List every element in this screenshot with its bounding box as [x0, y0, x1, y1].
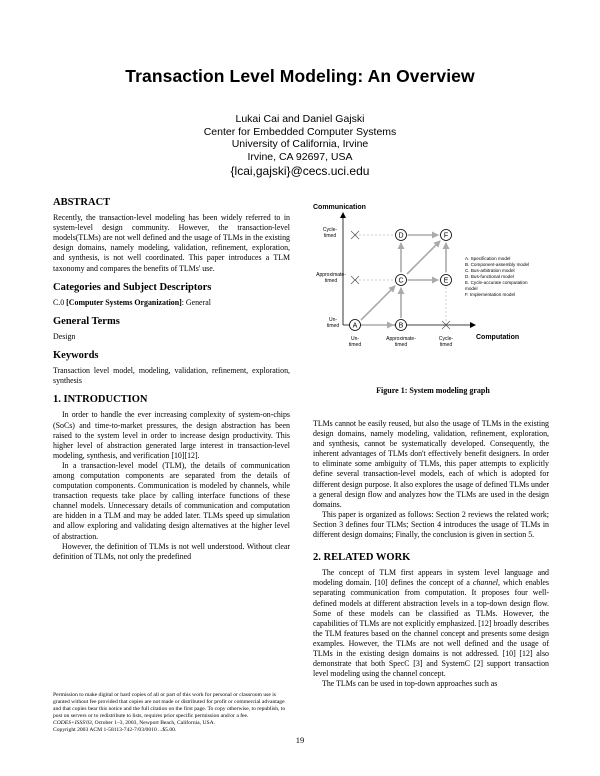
author-email: {lcai,gajski}@cecs.uci.edu — [230, 164, 370, 178]
copyright-line: Copyright 2003 ACM 1-58113-742-7/03/0010 ...$5.00. — [53, 727, 177, 734]
x-tick-approx-line2: timed — [394, 342, 408, 348]
categories-rest: : General — [181, 297, 211, 307]
node-f-label: F — [443, 232, 449, 240]
x-tick-cycle-line2: timed — [439, 342, 453, 348]
paper-title: Transaction Level Modeling: An Overview — [125, 66, 475, 86]
categories-text — [53, 298, 290, 308]
abstract-text: Recently, the transaction-level modeling has been widely referred to in system-level design community. However, the transaction-level models(TLMs) are not well defined and the usage of TLMs in the existing design domains, namely modeling, validation, refinement, exploration, and synthesis, is not well coordinated. This paper introduces a TLM taxonomy and compares the benefits of TLMs' use. — [53, 213, 290, 273]
permission-text: Permission to make digital or hard copies of all or part of this work for personal or classroom use is granted without fee provided that copies are not made or distributed for profit or commercial advantage and that copies bear this notice and the full citation on the first page. To copy otherwise, to republish, to post on servers or to redistribute to lists, requires prior specific permission and/or a fee. — [53, 692, 286, 720]
right-paragraph-2: This paper is organized as follows: Section 2 reviews the related work; Section 3 defines four TLMs; Section 4 introduces the usage of TLMs in different design domains; Finally, the conclusion is given in section 5. — [313, 509, 549, 540]
author-city: Irvine, CA 92697, USA — [247, 150, 353, 163]
permission-notice — [53, 692, 290, 735]
legend-item-b: B. Component-assembly model — [465, 262, 530, 267]
y-tick-cycle-line2: timed — [323, 233, 337, 239]
x-tick-approx-line1: Approximate- — [386, 336, 416, 342]
categories-bracket: [Computer Systems Organization] — [66, 297, 182, 307]
axis-label-computation: Computation — [476, 334, 520, 341]
channel-term: channel — [472, 578, 498, 588]
model-legend — [465, 256, 529, 297]
node-c — [396, 275, 407, 286]
node-e-label: E — [443, 277, 449, 285]
right-column — [313, 419, 549, 689]
node-e — [441, 275, 452, 286]
legend-item-e: E. Cycle-accurate computation — [465, 280, 528, 285]
x-tick-cycle-line1: Cycle- — [438, 336, 454, 342]
node-c-label: C — [398, 277, 404, 285]
categories-code: C.0 — [53, 297, 65, 307]
node-b-label: B — [398, 322, 404, 330]
y-tick-cycle-line1: Cycle- — [322, 227, 338, 233]
author-university: University of California, Irvine — [231, 138, 369, 150]
system-modeling-graph — [313, 200, 553, 375]
venue-details: October 1–3, 2003, Newport Beach, California, USA. — [93, 720, 216, 727]
venue-name: CODES+ISSS'03, — [53, 720, 94, 727]
y-tick-approx-line1: Approximate- — [316, 272, 346, 278]
figure-caption: Figure 1: System modeling graph — [376, 386, 490, 395]
left-column — [53, 198, 290, 562]
related-paragraph-2: The TLMs can be used in top-down approaches such as — [322, 679, 498, 689]
keywords-text: Transaction level model, modeling, validation, refinement, exploration, synthesis — [53, 366, 290, 386]
x-tick-untimed-line2: timed — [348, 342, 362, 348]
general-terms-heading: General Terms — [53, 315, 120, 327]
node-d — [396, 230, 407, 241]
y-tick-approx-line2: timed — [324, 278, 338, 284]
author-affiliation: Center for Embedded Computer Systems — [203, 125, 397, 138]
abstract-heading: ABSTRACT — [53, 197, 111, 208]
page-number: 19 — [295, 735, 305, 745]
introduction-heading: 1. INTRODUCTION — [53, 394, 148, 406]
right-paragraph-1: TLMs cannot be easily reused, but also the usage of TLMs in the existing design domains, namely modeling, validation, refinement, exploration, and synthesis, cannot be systematically developed. Consequently, the inherent advantages of TLMs don't effectively benefit designers. In order to eliminate some ambiguity of TLMs, this paper attempts to explicitly define several transaction-level models, each of which is adopted for different design purpose. It also explores the usage of defined TLMs under a general design flow and analyzes how the TLMs are used in the design domains. — [313, 419, 549, 509]
node-a-label: A — [352, 322, 358, 330]
related-p1-part-a: The concept of TLM first appears in system level language and modeling domain. [10] defines the concept of a — [313, 568, 549, 588]
keywords-heading: Keywords — [53, 350, 99, 362]
node-d-label: D — [398, 232, 404, 240]
legend-item-a: A. Specification model — [465, 256, 511, 261]
intro-paragraph-3: However, the definition of TLMs is not well understood. Without clear definition of TLMs, not only the predefined — [53, 541, 290, 561]
author-block — [0, 113, 600, 179]
author-names: Lukai Cai and Daniel Gajski — [235, 113, 365, 125]
categories-heading: Categories and Subject Descriptors — [53, 281, 212, 293]
intro-paragraph-1: In order to handle the ever increasing complexity of system-on-chips (SoCs) and time-to-market pressures, the design abstraction has been raised to the system level in order to increase design productivity. This higher level of abstraction generated large interest in transaction-level modeling, synthesis, and verification [10][12]. — [53, 410, 290, 460]
legend-item-c: C. Bus-arbitration model — [465, 268, 515, 273]
related-work-heading: 2. RELATED WORK — [313, 552, 411, 564]
legend-item-e-cont: model — [465, 286, 478, 291]
axis-label-communication: Communication — [313, 204, 366, 211]
node-a — [350, 320, 361, 331]
related-paragraph-1 — [313, 568, 549, 679]
legend-item-d: D. Bus-functional model — [465, 274, 514, 279]
related-p1-part-b: , which enables separating communication from computation. It proposes four well-defined models at different abstraction levels in a top-down design flow. Some of these models can be classified as TLMs. However, the capabilities of TLMs are not explicitly emphasized. [12] broadly describes the TLM features based on the channel concept and presents some design examples. However, the TLMs are not well defined and the usage of TLMs in the existing design domains is not addressed. [10] [12] also demonstrate that both SpecC [3] and SystemC [2] support transaction level modeling using the channel concept. — [313, 578, 549, 679]
y-tick-untimed-line1: Un- — [328, 317, 338, 323]
x-tick-untimed-line1: Un- — [350, 336, 360, 342]
node-b — [396, 320, 407, 331]
general-terms-text: Design — [53, 331, 76, 341]
y-tick-untimed-line2: timed — [326, 323, 340, 329]
intro-paragraph-2: In a transaction-level model (TLM), the details of communication among computation components are separated from the details of computation components. Communication is modeled by channels, while transaction requests take place by calling interface functions of these channel models. Unnecessary details of communication and computation are hidden in a TLM and may be added later. TLMs speed up simulation and allow exploring and validating design alternatives at the higher level of abstraction. — [53, 460, 290, 541]
node-f — [441, 230, 452, 241]
legend-item-f: F. Implementation model — [465, 292, 516, 297]
